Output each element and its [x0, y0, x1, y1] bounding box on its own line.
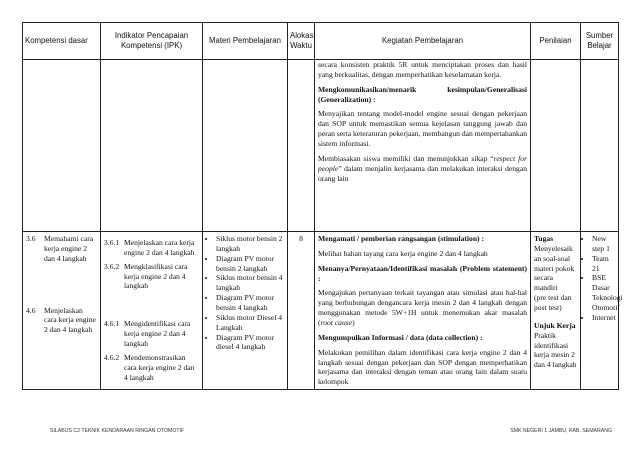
header-kegiatan: Kegiatan Pembelajaran — [315, 23, 531, 60]
cont-penilaian-cell — [531, 60, 581, 232]
penilaian-tugas-note: (pre test dan post test) — [534, 293, 572, 313]
sumber-item: • BSE Dasar Teknologi Otomotif — [592, 273, 615, 312]
syllabus-table — [22, 22, 623, 390]
paragraph-problem-statement — [318, 288, 527, 327]
cont-p3-italic: respect for people — [318, 153, 527, 173]
cont-paragraph-1: secara konsisten praktik 5R untuk menciptakan proses dan hasil yang berkualitas, dengan memperhatikan keselamatan kerja. — [318, 60, 527, 79]
header-penilaian: Penilaian — [531, 23, 581, 60]
materi-item: • Siklus motor bensin 4 langkah — [216, 273, 284, 293]
paragraph-data-collection: Melakukan pemilihan dalam identifikasi cara kerja engine 2 dan 4 langkah sesuai dengan pekerjaan dan SOP dengan memperhatikan kerjasama dan interaksi dengan teman atau orang lain dalam suatu kelompok — [318, 347, 527, 387]
heading-stimulation: Mengamati / pemberian rangsangan (stimulation) : — [318, 234, 485, 243]
header-materi: Materi Pembelajaran — [203, 23, 288, 60]
continuation-row — [23, 60, 619, 232]
penilaian-unjuk-title: Unjuk Kerja — [534, 320, 576, 330]
materi-item: • Siklus motor Diesel 4 Langkah — [216, 313, 284, 333]
cont-ipk-cell — [101, 60, 203, 232]
ipk-item — [104, 238, 199, 258]
cont-p3-end: ” dalam menjalin kerjasama dan melakukan interaksi dengan orang lain — [318, 163, 527, 183]
footer-right: SMK NEGERI 1 JAMBU, KAB. SEMARANG — [510, 428, 612, 434]
cont-alokasi-cell — [288, 60, 315, 232]
ipk-number: 4.6.1 — [104, 319, 120, 329]
ipk-text: Mendemonstrasikan cara kerja engine 2 dan 4 langkah — [124, 352, 195, 382]
ipk-item — [104, 353, 199, 383]
materi-item: • Diagram PV motor bensin 4 langkah — [216, 293, 284, 313]
alokasi-cell: 8 — [288, 232, 315, 390]
header-ipk: Indikator Pencapaian Kompetensi (IPK) — [101, 23, 203, 60]
header-sumber: Sumber Belajar — [581, 23, 619, 60]
materi-item: • Diagram PV motor bensin 2 langkah — [216, 254, 284, 274]
sumber-cell — [581, 232, 623, 390]
cont-paragraph-3 — [318, 154, 527, 184]
ipk-number: 3.6.2 — [104, 261, 120, 271]
sumber-list — [584, 234, 623, 323]
penilaian-cell — [531, 232, 581, 390]
cont-p3-start: Membiasakan siswa memiliki dan menunjukkan sikap “ — [318, 153, 494, 163]
heading-problem-statement: Menanya/Pernyataan/Identifikasi masalah (Problem statement) : — [318, 263, 527, 283]
problem-root-cause: root cause — [320, 318, 353, 328]
kd-item — [26, 234, 97, 264]
kd-number: 4.6 — [26, 305, 36, 315]
heading-data-collection: Mengumpulkan Informasi / data (data collection) : — [318, 332, 483, 342]
ipk-number: 4.6.2 — [104, 352, 120, 362]
paragraph-stimulation: Melihat bahan tayang cara kerja engine 2 dan 4 langkah — [318, 248, 488, 258]
kd-number: 3.6 — [26, 234, 36, 243]
ipk-item — [104, 262, 199, 292]
ipk-text: Menjelaskan cara kerja engine 2 dan 4 langkah — [124, 238, 195, 257]
cont-paragraph-2: Menyajikan tentang model-model engine sesuai dengan pekerjaan dan SOP untuk memastikan semua kejelasan tanggung jawab dan peran serta keteraturan pekerjaan, membangun dan mempertahankan sistem informasi. — [318, 109, 527, 149]
kegiatan-cell — [315, 232, 531, 390]
sumber-item: • New step 1 — [592, 234, 615, 254]
content-row — [23, 232, 619, 390]
ipk-text: Mengidentifikasi cara kerja engine 2 dan 4 langkah — [124, 319, 191, 349]
materi-item: • Siklus motor bensin 2 langkah — [216, 234, 284, 254]
header-alokasi: Alokasi Waktu — [288, 23, 315, 60]
penilaian-tugas-title: Tugas — [534, 234, 554, 243]
kd-item — [26, 306, 97, 336]
ipk-number: 3.6.1 — [104, 238, 120, 247]
sumber-item: • Internet — [592, 313, 615, 323]
problem-text: Mengajukan pertanyaan terkait tayangan atau simulasi atau hal-hal yang berhubungan dengancara kerja mesin 2 dan 4 langkah dengan menggunakan metode 5W+1H untuk menemukan akar masalah ( — [318, 288, 527, 328]
ipk-cell — [101, 232, 203, 390]
kd-text: Menjelaskan cara kerja engine 2 dan 4 langkah — [44, 305, 96, 335]
kd-cell — [23, 232, 101, 390]
header-kompetensi-dasar: Kompetensi dasar — [23, 23, 101, 60]
ipk-item — [104, 319, 199, 349]
cont-kegiatan-cell — [315, 60, 531, 232]
problem-close: ) — [352, 318, 355, 328]
header-row — [23, 23, 619, 60]
materi-item: • Diagram PV motor diesel 4 langkah — [216, 333, 284, 353]
footer-left: SILABUS C2 TEKNIK KENDARAAN RINGAN OTOMOTIF — [50, 428, 185, 434]
penilaian-tugas-desc: Menyelesaik an soal-soal materi pokok secara mandiri — [534, 243, 575, 293]
materi-list — [206, 234, 284, 352]
penilaian-unjuk-desc: Praktik identifikasi kerja mesin 2 dan 4 langkah — [534, 330, 577, 370]
cont-sumber-cell — [581, 60, 619, 232]
kd-text: Memahami cara kerja engine 2 dan 4 langkah — [44, 234, 94, 263]
cont-kd-cell — [23, 60, 101, 232]
cont-heading-generalization: Mengkomunikasikan/menarik kesimpulan/Generalisasi (Generalization) : — [318, 84, 527, 104]
ipk-text: Mengklasifikasi cara kerja engine 2 dan 4 langkah — [124, 261, 188, 291]
sumber-item: • Team 21 — [592, 254, 615, 274]
cont-materi-cell — [203, 60, 288, 232]
materi-cell — [203, 232, 288, 390]
